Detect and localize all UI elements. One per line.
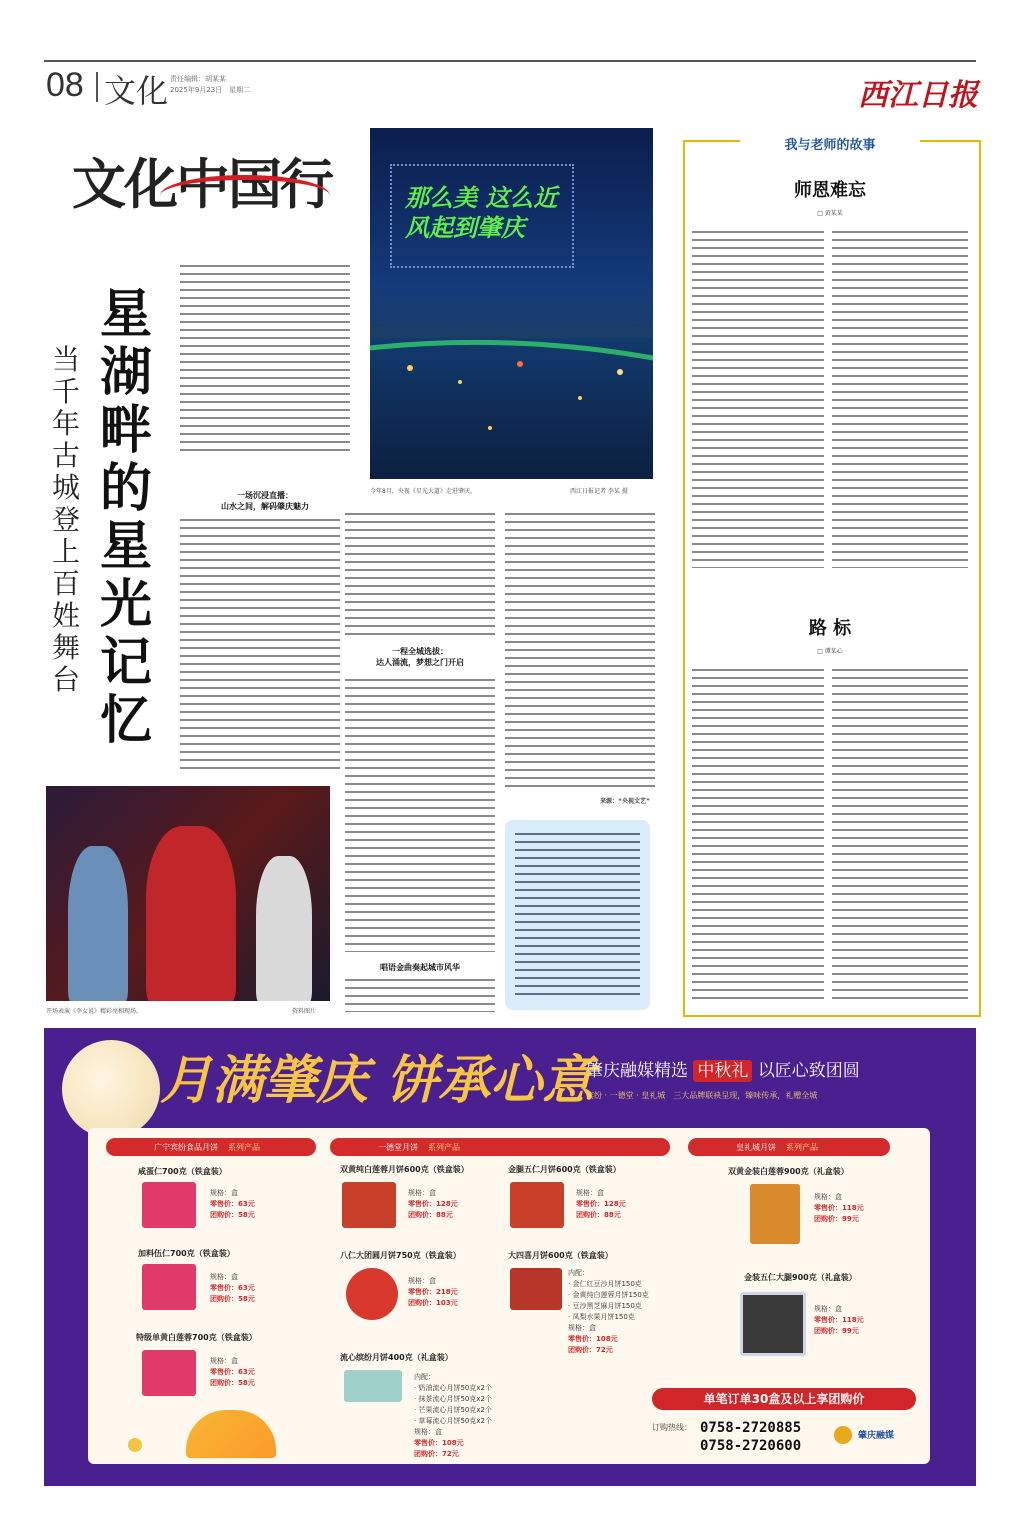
ad-tagline: [586, 1056, 860, 1081]
column-brand-title: 文化中国行: [72, 152, 332, 216]
performer-opera: [146, 826, 236, 1001]
story2-column-2: [832, 666, 968, 1002]
ad-tagline-left: 肇庆融媒精选: [586, 1061, 688, 1081]
hotline-label: 订购热线：: [652, 1423, 692, 1432]
product-spec: 规格：盒: [210, 1189, 238, 1197]
article-column-2b: [345, 676, 495, 952]
product-price: [814, 1304, 864, 1337]
editor-note-box: [505, 820, 650, 1010]
story1-title: 师恩难忘: [794, 180, 866, 201]
article-subheadline: 当千年古城登上百姓舞台: [52, 343, 81, 696]
group-order-banner: 单笔订单30盒及以上享团购价: [652, 1388, 916, 1410]
product-image: [142, 1350, 196, 1396]
product-price: [408, 1188, 458, 1221]
performer-left: [68, 846, 128, 1001]
ad-title: 月满肇庆 饼承心意: [160, 1050, 595, 1111]
performer-host: [256, 856, 312, 1001]
story1-column-2: [832, 228, 968, 568]
product-name: 金腿五仁月饼600克（铁盒装）: [508, 1165, 621, 1174]
contents-line: · 草莓流心月饼50克x2个: [414, 1417, 492, 1425]
product-retail: 零售价：63元: [210, 1284, 255, 1292]
product-spec: 规格：盒: [210, 1357, 238, 1365]
story2-column-1: [692, 666, 824, 1002]
product-retail: 零售价：63元: [210, 1200, 255, 1208]
section-title-3: 唱语金曲奏起城市风华: [380, 963, 460, 972]
product-retail: 零售价：108元: [414, 1439, 464, 1447]
story1-author: □ 黄某某: [817, 210, 843, 217]
hotline-phone-2: 0758-2720600: [700, 1438, 802, 1454]
brand-tab-label: 广宁宾纷食品月饼: [154, 1142, 218, 1152]
editor-note-text: [515, 830, 640, 1000]
hero-caption: 今年8月，央视《星光大道》走进肇庆。: [370, 488, 476, 495]
product-group: 团购价：58元: [210, 1379, 255, 1387]
hotline-phone-1: 0758-2720885: [700, 1420, 802, 1436]
product-spec: 规格：盒: [414, 1428, 442, 1436]
product-name: 大四喜月饼600克（铁盒装）: [508, 1251, 613, 1260]
brand-tab-series: 系列产品: [428, 1142, 460, 1152]
product-name: 八仁大团圆月饼750克（铁盒装）: [340, 1251, 461, 1260]
product-group: 团购价：99元: [814, 1327, 859, 1335]
header-rule: [44, 60, 976, 62]
brand-tab-series: 系列产品: [786, 1142, 818, 1152]
product-image: [750, 1184, 800, 1244]
brand-tab-label: 一德堂月饼: [378, 1142, 418, 1152]
article-source: 来源：“央视文艺”: [600, 798, 650, 805]
hero-overlay-text: [405, 183, 557, 243]
brand-tab-yidetang: [330, 1138, 670, 1156]
article-column-1: [180, 516, 340, 772]
product-group: 团购价：72元: [414, 1450, 459, 1458]
header-meta-date: 2025年9月23日 星期二: [170, 86, 251, 94]
product-image: [346, 1268, 398, 1320]
product-group: 团购价：103元: [408, 1299, 458, 1307]
product-retail: 零售价：108元: [568, 1335, 618, 1343]
flower-icon: [128, 1438, 142, 1452]
product-image: [142, 1264, 196, 1310]
product-spec: 规格：盒: [814, 1193, 842, 1201]
product-spec: 规格：盒: [576, 1189, 604, 1197]
product-name: 加料伍仁700克（铁盒装）: [138, 1249, 235, 1258]
contents-line: · 凤梨水果月饼150克: [568, 1313, 635, 1321]
story1-column-1: [692, 228, 824, 568]
product-name: 金装五仁大腿900克（礼盒装）: [744, 1273, 857, 1282]
sidebar-header: 我与老师的故事: [740, 134, 920, 153]
contents-line: · 金仁红豆沙月饼150克: [568, 1280, 642, 1288]
page-number: 08: [46, 66, 84, 104]
media-org-name: 肇庆融媒: [858, 1431, 895, 1441]
stage-caption: 开场表演《李女说》精彩亮相现场。: [46, 1008, 143, 1015]
brand-tab-binfen: [106, 1138, 316, 1156]
contents-line: · 芒果流心月饼50克x2个: [414, 1406, 492, 1414]
product-price: [210, 1272, 255, 1305]
product-price: [210, 1188, 255, 1221]
contents-line: · 金黄纯白莲蓉月饼150克: [568, 1291, 649, 1299]
newspaper-logo: 西江日报: [858, 78, 978, 113]
product-retail: 零售价：63元: [210, 1368, 255, 1376]
brand-brush-stroke: [160, 175, 330, 216]
product-group: 团购价：72元: [568, 1346, 613, 1354]
product-image: [740, 1292, 806, 1356]
product-price: [210, 1356, 255, 1389]
product-image: [342, 1182, 396, 1228]
ad-tagline-highlight: 中秋礼: [693, 1060, 752, 1082]
product-name: 咸蛋仁700克（铁盒装）: [138, 1167, 227, 1176]
hero-overlay-line2: 风起到肇庆: [405, 214, 525, 242]
product-name: 双黄金装白莲蓉900克（礼盒装）: [728, 1167, 849, 1176]
product-spec: 规格：盒: [210, 1273, 238, 1281]
ad-subline: 宾纷 · 一德堂 · 皇礼城 三大品牌联袂呈现，臻味传承，礼赠全城: [586, 1091, 818, 1100]
product-image: [344, 1370, 402, 1402]
product-name: 流心缤纷月饼400克（礼盒装）: [340, 1353, 453, 1362]
product-name: 特级单黄白莲蓉700克（铁盒装）: [136, 1333, 257, 1342]
product-image: [510, 1268, 562, 1310]
brand-tab-series: 系列产品: [228, 1142, 260, 1152]
stage-credit: 资料图片: [292, 1008, 317, 1015]
media-logo-icon: [834, 1426, 852, 1444]
product-spec: 规格：盒: [408, 1277, 436, 1285]
header-meta: [170, 74, 290, 96]
product-contents: [568, 1268, 649, 1356]
product-contents: [414, 1372, 492, 1460]
story2-author: □ 谭某心: [817, 648, 843, 655]
product-retail: 零售价：128元: [576, 1200, 626, 1208]
product-retail: 零售价：118元: [814, 1204, 864, 1212]
section-title-1: 一场沉浸直播： 山水之间，解码肇庆魅力: [221, 491, 309, 511]
hero-credit: 西江日报记者 李某 摄: [570, 488, 628, 495]
hero-photo: [370, 128, 653, 479]
brand-tab-huanglicheng: [688, 1138, 890, 1156]
header-meta-editor: 责任编辑：胡某某: [170, 75, 226, 83]
moon-icon: [62, 1040, 160, 1138]
article-headline: 星湖畔的星光记忆: [100, 284, 153, 751]
section-name: 文化: [104, 72, 169, 110]
product-image: [142, 1182, 196, 1228]
product-group: 团购价：88元: [408, 1211, 453, 1219]
brand-tab-label: 皇礼城月饼: [736, 1142, 776, 1152]
article-column-2c: [345, 976, 495, 1012]
product-spec: 规格：盒: [814, 1305, 842, 1313]
product-retail: 零售价：218元: [408, 1288, 458, 1296]
contents-line: 内配：: [568, 1269, 589, 1277]
product-price: [576, 1188, 626, 1221]
product-group: 团购价：58元: [210, 1295, 255, 1303]
product-retail: 零售价：128元: [408, 1200, 458, 1208]
article-lead-text: [180, 262, 350, 452]
hero-overlay-line1: 那么美 这么近: [405, 184, 558, 212]
header-divider: [96, 72, 98, 102]
story2-title: 路 标: [808, 618, 852, 639]
product-spec: 规格：盒: [568, 1324, 596, 1332]
stage-photo: [46, 786, 330, 1001]
article-column-2a: [345, 510, 495, 640]
product-group: 团购价：99元: [814, 1215, 859, 1223]
section-title-2: 一程全城选拔： 达人涌流，梦想之门开启: [376, 647, 464, 667]
product-name: 双黄纯白莲蓉月饼600克（铁盒装）: [340, 1165, 469, 1174]
product-spec: 规格：盒: [408, 1189, 436, 1197]
contents-line: 内配：: [414, 1373, 435, 1381]
contents-line: · 奶油流心月饼50克x2个: [414, 1384, 492, 1392]
product-group: 团购价：88元: [576, 1211, 621, 1219]
contents-line: · 抹茶流心月饼50克x2个: [414, 1395, 492, 1403]
contents-line: · 豆沙黑芝麻月饼150克: [568, 1302, 642, 1310]
article-column-3: [505, 510, 655, 790]
product-price: [408, 1276, 458, 1309]
product-price: [814, 1192, 864, 1225]
product-group: 团购价：58元: [210, 1211, 255, 1219]
ad-tagline-right: 以匠心致团圆: [757, 1061, 860, 1081]
hero-lake-lights: [370, 338, 653, 479]
product-retail: 零售价：118元: [814, 1316, 864, 1324]
product-image: [510, 1182, 564, 1228]
